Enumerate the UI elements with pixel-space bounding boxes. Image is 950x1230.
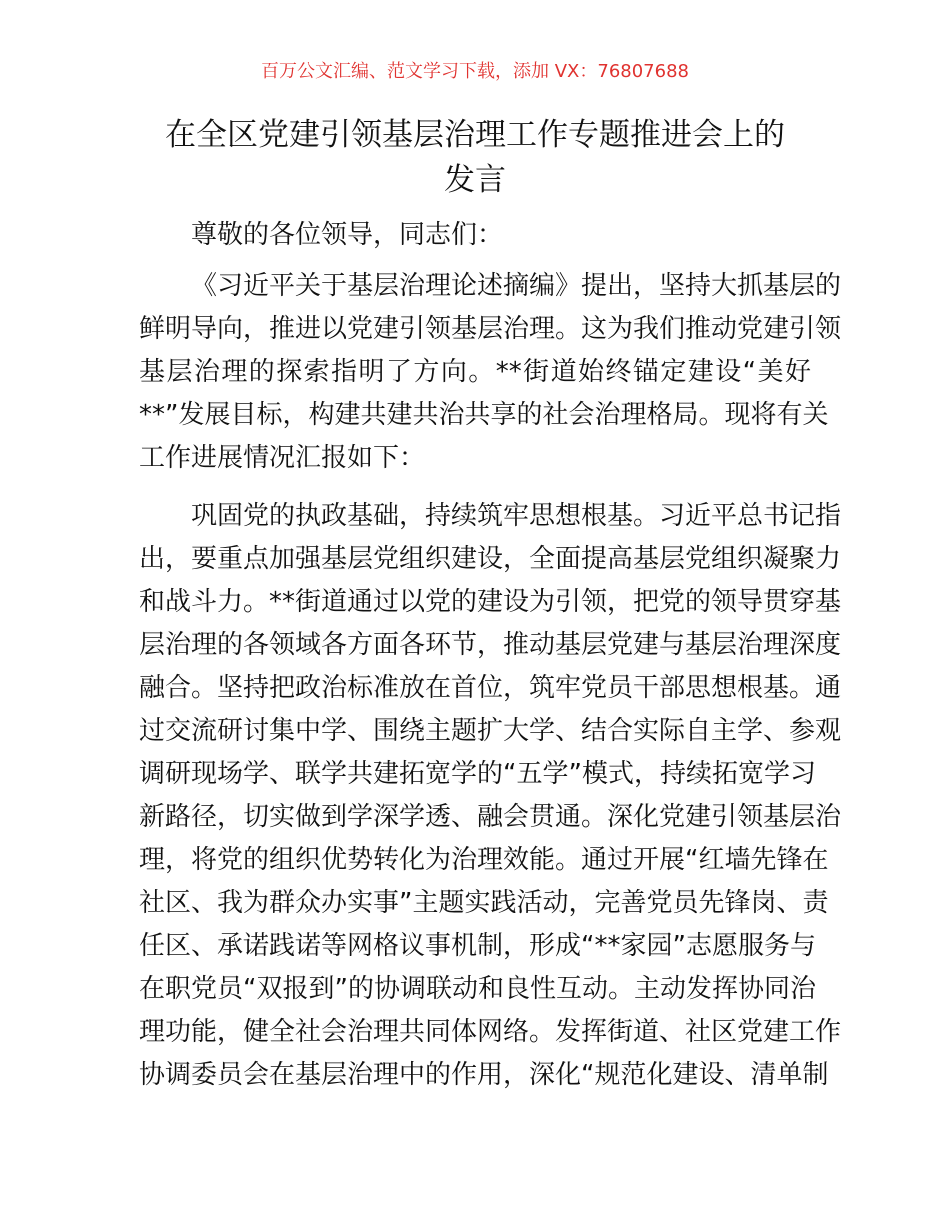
paragraph-1-line: 基层治理的探索指明了方向。**街道始终锚定建设“美好 (139, 357, 811, 387)
paragraph-2-line: 和战斗力。**街道通过以党的建设为引领，把党的领导贯穿基 (139, 587, 842, 617)
paragraph-2-line: 调研现场学、联学共建拓宽学的“五学”模式，持续拓宽学习 (139, 759, 816, 789)
paragraph-2-line: 协调委员会在基层治理中的作用，深化“规范化建设、清单制 (139, 1060, 829, 1090)
paragraph-2-line: 在职党员“双报到”的协调联动和良性互动。主动发挥协同治 (139, 974, 816, 1004)
paragraph-2-line: 过交流研讨集中学、围绕主题扩大学、结合实际自主学、参观 (139, 716, 842, 746)
paragraph-1-line: **”发展目标，构建共建共治共享的社会治理格局。现将有关 (139, 400, 829, 430)
paragraph-2-line: 理，将党的组织优势转化为治理效能。通过开展“红墙先锋在 (139, 845, 829, 875)
paragraph-2-line: 出，要重点加强基层党组织建设，全面提高基层党组织凝聚力 (139, 544, 842, 574)
document-title-line-1: 在全区党建引领基层治理工作专题推进会上的 (165, 117, 785, 153)
paragraph-1-line: 工作进展情况汇报如下： (139, 443, 426, 473)
document-title-line-2: 发言 (444, 162, 506, 198)
paragraph-2-line: 层治理的各领域各方面各环节，推动基层党建与基层治理深度 (139, 630, 842, 660)
paragraph-2-line: 理功能，健全社会治理共同体网络。发挥街道、社区党建工作 (139, 1017, 842, 1047)
watermark-header: 百万公文汇编、范文学习下载，添加 VX：76807688 (261, 61, 689, 82)
paragraph-2-line: 任区、承诺践诺等网格议事机制，形成“**家园”志愿服务与 (139, 931, 816, 961)
paragraph-2-line: 巩固党的执政基础，持续筑牢思想根基。习近平总书记指 (191, 501, 842, 531)
paragraph-2-line: 融合。坚持把政治标准放在首位，筑牢党员干部思想根基。通 (139, 673, 842, 703)
paragraph-2-line: 社区、我为群众办实事”主题实践活动，完善党员先锋岗、责 (139, 888, 829, 918)
paragraph-1-line: 鲜明导向，推进以党建引领基层治理。这为我们推动党建引领 (139, 314, 842, 344)
paragraph-1-line: 《习近平关于基层治理论述摘编》提出，坚持大抓基层的 (191, 271, 842, 301)
paragraph-2-line: 新路径，切实做到学深学透、融会贯通。深化党建引领基层治 (139, 802, 842, 832)
salutation: 尊敬的各位领导，同志们： (191, 220, 504, 250)
